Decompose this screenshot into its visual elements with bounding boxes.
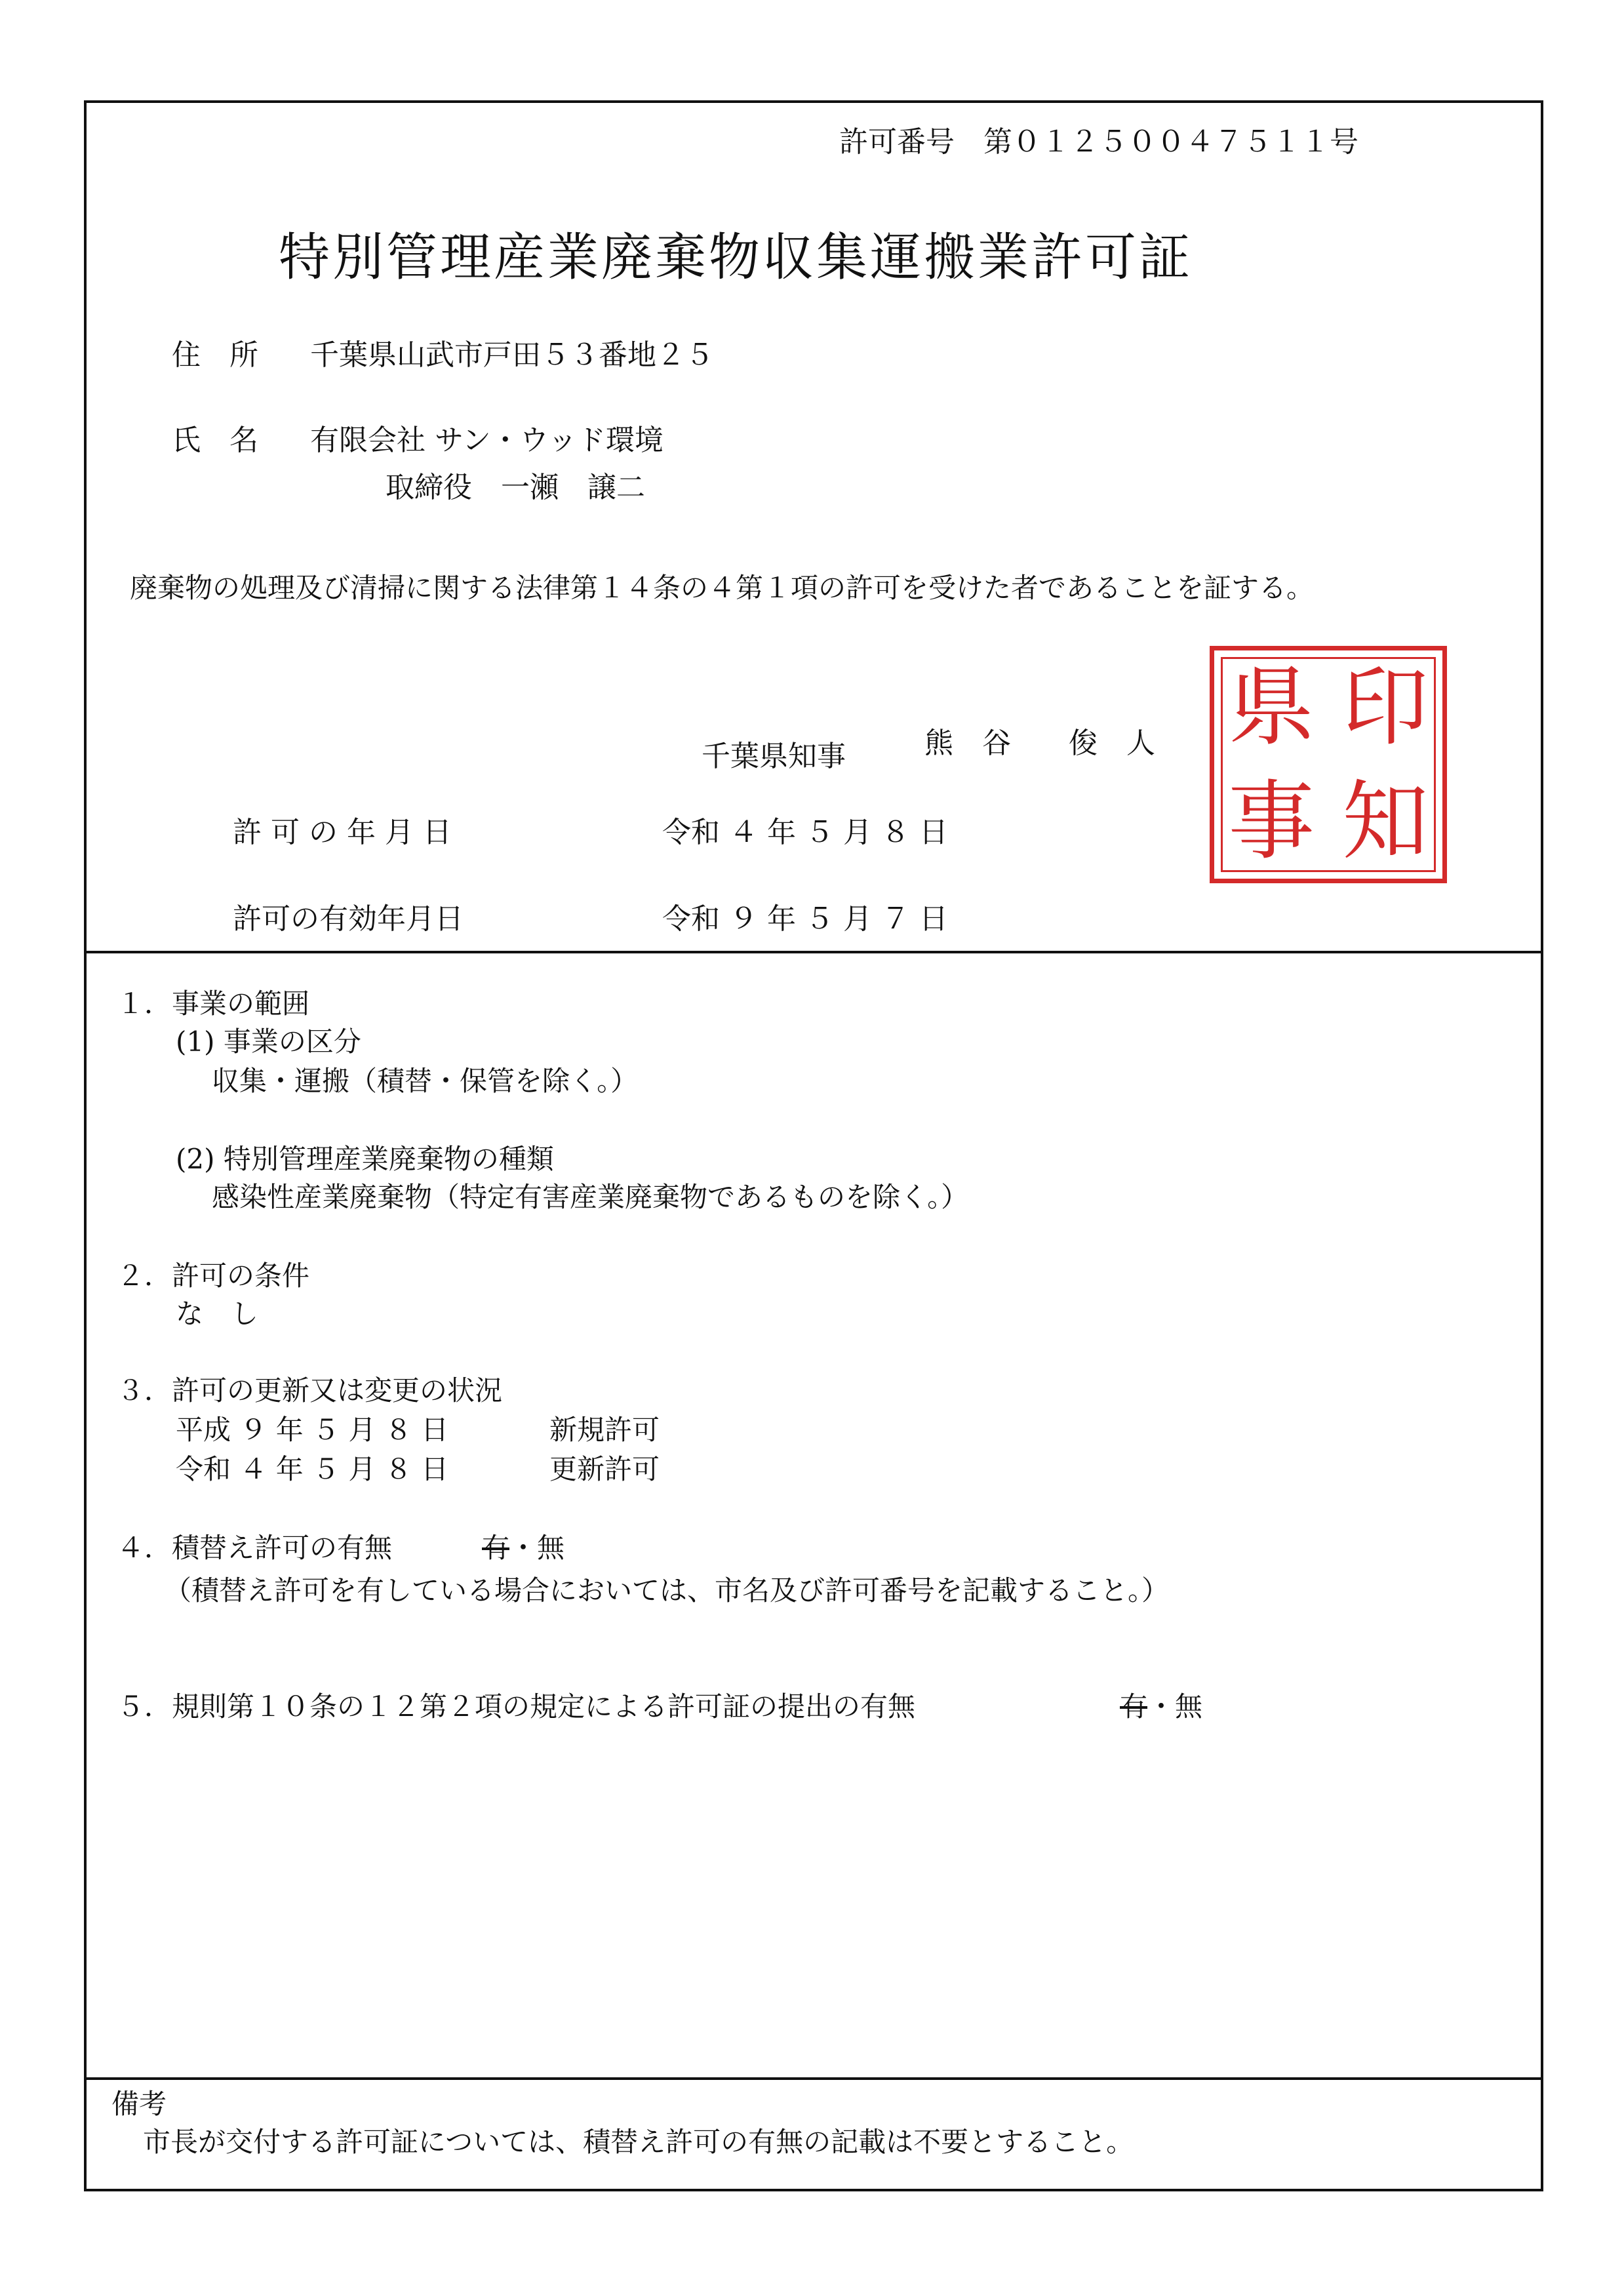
section-4-note: （積替え許可を有している場合においては、市名及び許可番号を記載すること。） <box>164 1574 1170 1606</box>
certification-statement: 廃棄物の処理及び清掃に関する法律第１４条の４第１項の許可を受けた者であることを証する。 <box>130 572 1315 604</box>
choice-yes-struck: 有 <box>482 1532 510 1564</box>
section-3-heading: ３．許可の更新又は変更の状況 <box>117 1374 503 1407</box>
name-label: 氏 名 <box>172 424 258 457</box>
seal-char: 知 <box>1342 771 1429 872</box>
company-name: 有限会社 サン・ウッド環境 <box>310 424 663 457</box>
choice-yes-struck: 有 <box>1120 1690 1148 1723</box>
seal-char: 事 <box>1228 771 1315 872</box>
permit-number: 許可番号 第０１２５００４７５１１号 <box>839 125 1358 159</box>
section-4-choice <box>482 1534 564 1562</box>
section-5-heading: ５．規則第１０条の１２第２項の規定による許可証の提出の有無 <box>117 1690 916 1723</box>
address-label: 住 所 <box>172 338 258 372</box>
section-2-heading: ２．許可の条件 <box>117 1260 310 1292</box>
official-seal <box>1210 646 1447 883</box>
section-1-sub2-heading: (2) 特別管理産業廃棄物の種類 <box>176 1143 554 1175</box>
remarks-label: 備考 <box>111 2088 167 2120</box>
permit-date-value: 令和 ４ 年 ５ 月 ８ 日 <box>662 816 948 849</box>
section-1-sub1-heading: (1) 事業の区分 <box>176 1026 361 1058</box>
history-row-date: 平成 ９ 年 ５ 月 ８ 日 <box>176 1414 449 1446</box>
valid-date-value: 令和 ９ 年 ５ 月 ７ 日 <box>662 902 948 936</box>
history-row-date: 令和 ４ 年 ５ 月 ８ 日 <box>176 1453 449 1485</box>
section-divider <box>84 951 1543 953</box>
section-4-heading: ４．積替え許可の有無 <box>117 1532 393 1564</box>
address-value: 千葉県山武市戸田５３番地２５ <box>310 338 714 372</box>
section-1-heading: １．事業の範囲 <box>117 988 310 1020</box>
remarks-text: 市長が交付する許可証については、積替え許可の有無の記載は不要とすること。 <box>143 2126 1134 2158</box>
valid-date-label: 許可の有効年月日 <box>233 902 464 936</box>
section-1-sub1-text: 収集・運搬（積替・保管を除く。） <box>212 1065 639 1097</box>
document-title: 特別管理産業廃棄物収集運搬業許可証 <box>279 228 1193 287</box>
seal-char: 印 <box>1342 657 1429 758</box>
permit-date-label: 許 可 の 年 月 日 <box>233 816 452 849</box>
issuer-title: 千葉県知事 <box>702 740 846 773</box>
section-2-text: な し <box>176 1298 259 1330</box>
representative-name: 取締役 一瀬 譲二 <box>386 471 645 504</box>
remarks-divider <box>84 2077 1543 2080</box>
history-row-status: 更新許可 <box>549 1453 660 1485</box>
choice-no: ・無 <box>1147 1690 1203 1723</box>
section-1-sub2-text: 感染性産業廃棄物（特定有害産業廃棄物であるものを除く。） <box>212 1181 969 1213</box>
seal-char: 県 <box>1228 657 1315 758</box>
history-row-status: 新規許可 <box>549 1414 660 1446</box>
choice-no: ・無 <box>509 1532 565 1564</box>
issuer-name: 熊 谷 俊 人 <box>924 727 1155 760</box>
section-5-choice <box>1120 1690 1203 1723</box>
